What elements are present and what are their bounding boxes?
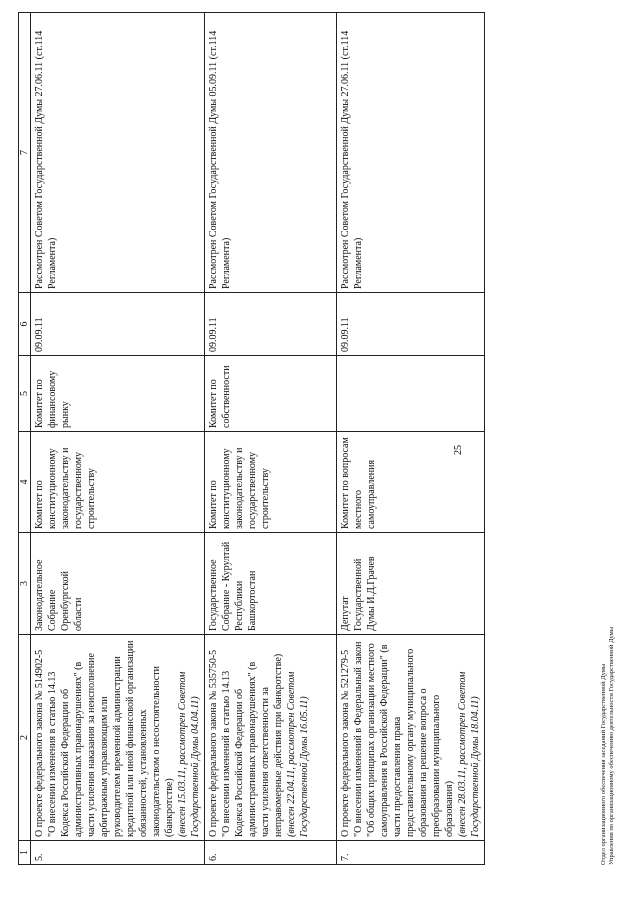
bill-cell (205, 635, 337, 841)
bills-table (18, 12, 485, 865)
note-cell: Рассмотрен Советом Государственной Думы 27.06.11 (ст.114 Регламента) (31, 13, 205, 293)
row-number: 6. (205, 841, 337, 865)
footer-line: Отдел организационного обеспечения заседаний Государственной Думы (600, 663, 607, 865)
table-row (31, 13, 205, 865)
bill-cell (31, 635, 205, 841)
note-cell: Рассмотрен Советом Государственной Думы 27.06.11 (ст.114 Регламента) (337, 13, 485, 293)
committee-cell: Комитет по конституционному законодательству и государственному строительству (31, 432, 205, 533)
column-header: 4 (19, 432, 31, 533)
bill-note: (внесен 15.03.11, рассмотрен Советом Государственной Думы 04.04.11) (177, 671, 201, 837)
column-header: 5 (19, 356, 31, 432)
bill-body: "О внесении изменений в статью 14.13 Кодекса Российской Федерации об административных правонарушениях" (в части усиления ответственности за неправомерные действия при банкротстве) (221, 653, 284, 837)
co-committee-cell: Комитет по финансовому рынку (31, 356, 205, 432)
column-header: 7 (19, 13, 31, 293)
row-number: 7. (337, 841, 485, 865)
date-cell: 09.09.11 (337, 293, 485, 356)
bill-header: О проекте федерального закона № 514902-5 (34, 649, 45, 837)
committee-cell: Комитет по вопросам местного самоуправления (337, 432, 485, 533)
co-committee-cell (337, 356, 485, 432)
date-cell: 09.09.11 (31, 293, 205, 356)
author-cell: Государственное Собрание - Курултай Республики Башкортостан (205, 533, 337, 635)
author-cell: Законодательное Собрание Оренбургской области (31, 533, 205, 635)
committee-cell: Комитет по конституционному законодательству и государственному строительству (205, 432, 337, 533)
footer-line: Управления по организационному обеспечению деятельности Государственной Думы (608, 626, 615, 865)
bill-header: О проекте федерального закона № 521279-5 (340, 649, 351, 837)
table-row (337, 13, 485, 865)
author-cell: Депутат Государственной Думы И.Д.Грачев (337, 533, 485, 635)
footer (600, 627, 616, 865)
bill-note: (внесен 28.03.11, рассмотрен Советом Государственной Думы 18.04.11) (457, 671, 481, 837)
page-number: 25 (453, 445, 464, 455)
date-cell: 09.09.11 (205, 293, 337, 356)
bill-body: "О внесении изменений в Федеральный закон "Об общих принципах организации местного самоуправления в Российской Федерации" (в части предоставления права представительному органу муниципального образования на решение вопроса о преобразовании муниципального образования) (353, 641, 455, 837)
column-header: 2 (19, 635, 31, 841)
column-header: 3 (19, 533, 31, 635)
table-header-row (19, 13, 31, 865)
bill-note: (внесен 22.04.11, рассмотрен Советом Государственной Думы 16.05.11) (286, 671, 310, 837)
co-committee-cell: Комитет по собственности (205, 356, 337, 432)
column-header: 1 (19, 841, 31, 865)
bill-header: О проекте федерального закона № 535750-5 (208, 649, 219, 837)
bill-cell (337, 635, 485, 841)
table-row (205, 13, 337, 865)
column-header: 6 (19, 293, 31, 356)
bill-body: "О внесении изменения в статью 14.13 Кодекса Российской Федерации об административных правонарушениях" (в части усиления наказания за неисполнение арбитражным управляющим или руководителем временной администрации кредитной или иной финансовой организации обязанностей, установленных законодательством о несостоятельности (банкротстве) (47, 640, 175, 837)
note-cell: Рассмотрен Советом Государственной Думы 05.09.11 (ст.114 Регламента) (205, 13, 337, 293)
row-number: 5. (31, 841, 205, 865)
